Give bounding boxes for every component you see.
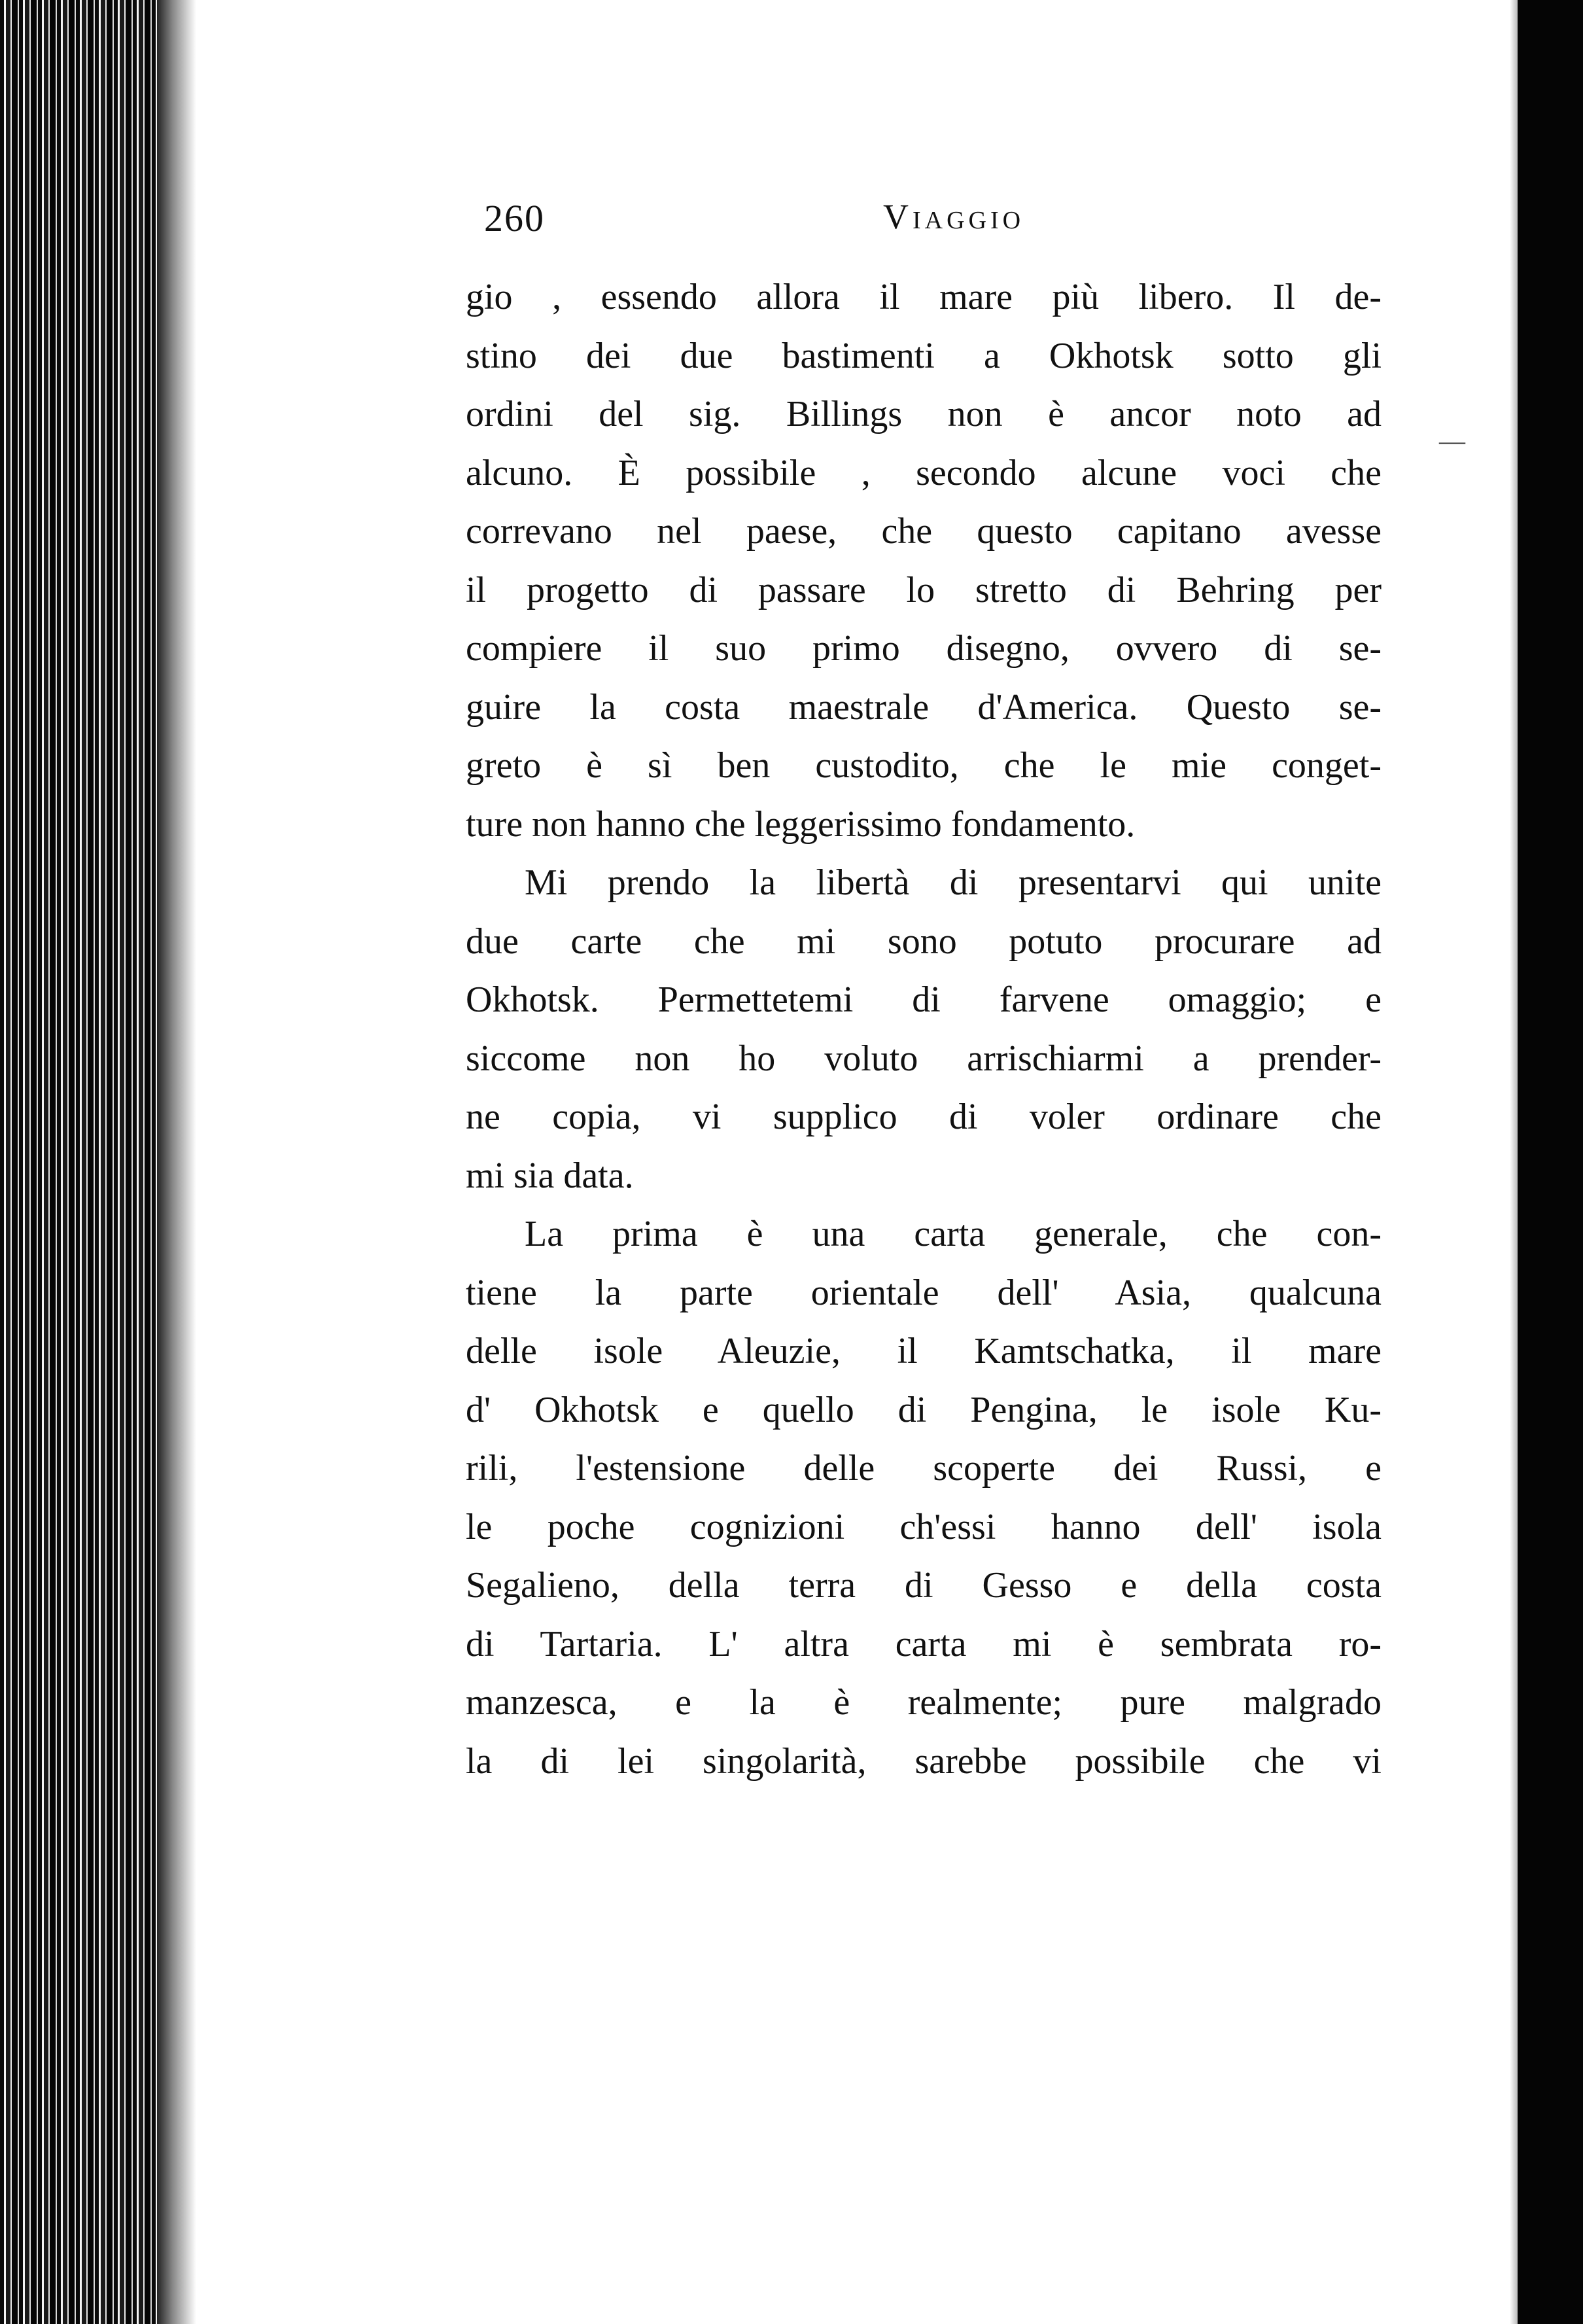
text-line: ne copia, vi supplico di voler ordinare che bbox=[466, 1097, 1382, 1137]
text-line: gio , essendo allora il mare più libero. Il de- bbox=[466, 277, 1382, 317]
text-line: Okhotsk. Permettetemi di farvene omaggio; e bbox=[466, 979, 1382, 1020]
text-line: alcuno. È possibile , secondo alcune voci che bbox=[466, 452, 1382, 493]
text-line: delle isole Aleuzie, il Kamtschatka, il mare bbox=[466, 1331, 1382, 1371]
text-line: rili, l'estensione delle scoperte dei Russi, e bbox=[466, 1448, 1382, 1488]
text-line: le poche cognizioni ch'essi hanno dell' isola bbox=[466, 1506, 1382, 1547]
text-line: il progetto di passare lo stretto di Behring per bbox=[466, 569, 1382, 610]
text-line: Segalieno, della terra di Gesso e della costa bbox=[466, 1565, 1382, 1606]
text-line: tiene la parte orientale dell' Asia, qualcuna bbox=[466, 1272, 1382, 1313]
text-line: stino dei due bastimenti a Okhotsk sotto gli bbox=[466, 335, 1382, 376]
text-line: mi sia data. bbox=[466, 1155, 634, 1196]
page-number: 260 bbox=[484, 197, 545, 239]
scan-border-right bbox=[1518, 0, 1583, 2324]
page-header bbox=[484, 196, 1387, 249]
paragraph-3 bbox=[466, 1205, 1382, 1791]
paragraph-2 bbox=[466, 854, 1382, 1205]
text-line: ordini del sig. Billings non è ancor noto ad bbox=[466, 394, 1382, 434]
text-line: guire la costa maestrale d'America. Questo se- bbox=[466, 686, 1382, 728]
text-line: due carte che mi sono potuto procurare ad bbox=[466, 921, 1382, 962]
margin-mark: — bbox=[1439, 426, 1465, 455]
text-line: correvano nel paese, che questo capitano avesse bbox=[466, 511, 1382, 552]
text-line: Mi prendo la libertà di presentarvi qui unite bbox=[525, 862, 1382, 903]
text-line: la di lei singolarità, sarebbe possibile che vi bbox=[466, 1740, 1382, 1782]
page-edge-right bbox=[1510, 0, 1518, 2324]
text-line: d' Okhotsk e quello di Pengina, le isole Ku- bbox=[466, 1389, 1382, 1430]
body-text bbox=[466, 268, 1382, 1791]
text-line: greto è sì ben custodito, che le mie conget- bbox=[466, 745, 1382, 786]
text-line: di Tartaria. L' altra carta mi è sembrata ro- bbox=[466, 1623, 1382, 1664]
text-line: siccome non ho voluto arrischiarmi a prender- bbox=[466, 1038, 1382, 1079]
binding-shadow bbox=[157, 0, 196, 2324]
text-line: compiere il suo primo disegno, ovvero di se- bbox=[466, 628, 1382, 669]
text-line: manzesca, e la è realmente; pure malgrado bbox=[466, 1682, 1382, 1723]
text-line: ture non hanno che leggerissimo fondamento. bbox=[466, 803, 1136, 845]
text-line: La prima è una carta generale, che con- bbox=[525, 1214, 1382, 1254]
running-head: Viaggio bbox=[883, 197, 1025, 236]
paragraph-1 bbox=[466, 268, 1382, 854]
